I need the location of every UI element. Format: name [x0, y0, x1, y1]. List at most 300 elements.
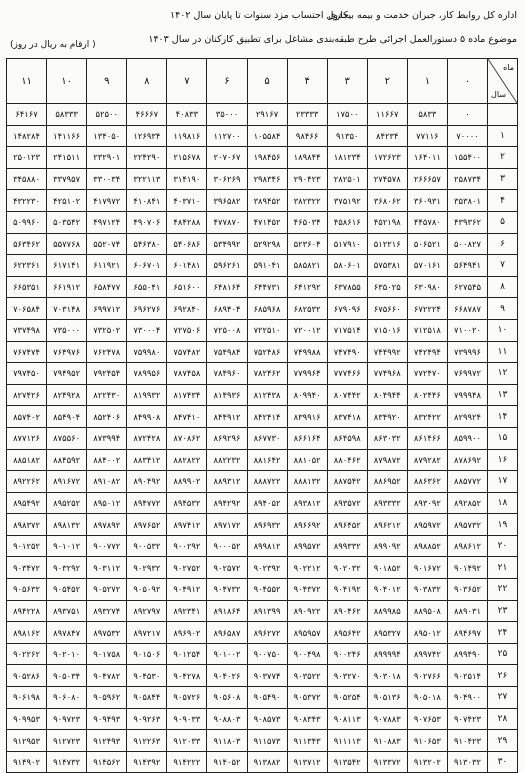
table-cell: ۵۰۰۸۲۷ [447, 233, 487, 255]
table-cell: ۸۵۴۹۰۴ [47, 406, 87, 428]
table-cell: ۸۹۱۳۹۹ [247, 600, 287, 622]
table-cell: ۴۰۳۷۱۰ [167, 190, 207, 212]
table-cell: ۹۱۴۹۰۲ [7, 751, 47, 773]
row-header-year: ۱۶ [488, 449, 518, 471]
table-cell: ۷۴۴۹۹۲ [367, 341, 407, 363]
table-cell: ۵۰۶۵۲۱ [407, 233, 447, 255]
table-cell: ۴۹۰۷۰۶ [127, 211, 167, 233]
table-cell: ۹۱۴۲۲۲ [167, 751, 207, 773]
table-cell: ۴۱۷۹۷۲ [87, 190, 127, 212]
table-cell: ۸۹۳۳۳۲ [367, 492, 407, 514]
table-cell: ۷۶۲۴۷۸ [87, 341, 127, 363]
table-cell: ۸۷۸۶۹۲ [447, 449, 487, 471]
table-cell: ۷۹۷۴۵۰ [7, 363, 47, 385]
row-header-year: ۲۲ [488, 579, 518, 601]
table-cell: ۸۲۹۹۲۴ [447, 406, 487, 428]
table-cell: ۹۰۴۰۱۲ [367, 579, 407, 601]
table-cell: ۲۳۳۳۳ [287, 104, 327, 126]
table-cell: ۵۸۰۶۰۱ [327, 255, 367, 277]
table-cell: ۵۵۲۰۷۴ [87, 233, 127, 255]
table-cell: ۹۰۱۷۵۸ [87, 643, 127, 665]
table-cell: ۴۳۹۳۶۲ [447, 211, 487, 233]
table-cell: ۷۷۴۹۶۸ [367, 363, 407, 385]
row-header-year: ۶ [488, 233, 518, 255]
table-row [7, 687, 518, 709]
table-cell: ۱۵۵۴۰۰ [447, 147, 487, 169]
table-cell: ۹۱۲۷۲۳ [47, 730, 87, 752]
table-cell: ۸۹۷۲۱۷ [127, 622, 167, 644]
table-cell: ۸۴۹۹۰۸ [127, 406, 167, 428]
table-cell: ۹۰۹۰۳۳ [167, 708, 207, 730]
table-cell: ۲۴۱۵۱۱ [47, 147, 87, 169]
row-header-year: ۳۰ [488, 751, 518, 773]
table-cell: ۸۹۳۰۹۲ [407, 492, 447, 514]
table-cell: ۸۵۷۴۰۲ [7, 406, 47, 428]
table-cell: ۸۶۶۱۶۴ [287, 427, 327, 449]
table-header-row [7, 59, 518, 104]
table-cell: ۹۱۳۸۸۲ [247, 751, 287, 773]
row-header-year: ۲۰ [488, 535, 518, 557]
table-row [7, 751, 518, 773]
row-header-year: ۱۱ [488, 341, 518, 363]
table-cell: ۶۴۸۱۶۴ [207, 276, 247, 298]
table-cell: ۸۱۴۹۳۶ [207, 384, 247, 406]
table-cell: ۹۰۳۷۷۴ [247, 665, 287, 687]
table-row [7, 427, 518, 449]
table-cell: ۰ [447, 104, 487, 126]
table-cell: ۸۸۵۷۷۲ [447, 471, 487, 493]
table-cell: ۸۷۳۹۹۴ [87, 427, 127, 449]
corner-month-label: ماه [503, 63, 514, 72]
table-cell: ۹۱۱۵۷۳ [247, 730, 287, 752]
table-cell: ۴۱۰۸۴۱ [127, 190, 167, 212]
table-cell: ۴۵۲۱۹۸ [367, 211, 407, 233]
table-row [7, 276, 518, 298]
table-cell: ۳۸۹۴۵۲ [247, 190, 287, 212]
table-cell: ۸۴۲۳۴ [367, 125, 407, 147]
table-cell: ۱۱۶۶۷ [367, 104, 407, 126]
table-cell: ۵۹۶۲۶۱ [207, 255, 247, 277]
column-header-month-3: ۳ [327, 59, 367, 104]
row-header-year: ۲ [488, 147, 518, 169]
table-cell: ۸۲۷۴۲۶ [7, 384, 47, 406]
table-cell: ۶۱۱۹۲۱ [87, 255, 127, 277]
table-row [7, 168, 518, 190]
table-cell: ۹۰۸۳۴۳ [287, 708, 327, 730]
table-cell: ۴۷۱۴۵۲ [247, 211, 287, 233]
table-cell: ۲۹۸۳۴۶ [247, 168, 287, 190]
table-cell: ۹۱۳۵۴۲ [327, 751, 367, 773]
table-cell: ۴۰۸۳۳ [167, 104, 207, 126]
table-cell: ۸۸۱۶۴۲ [247, 449, 287, 471]
table-cell: ۸۹۸۱۶۲ [7, 622, 47, 644]
table-cell: ۹۰۶۱۹۸ [7, 687, 47, 709]
row-header-year: ۱۷ [488, 471, 518, 493]
row-header-year: ۲۶ [488, 665, 518, 687]
table-row [7, 492, 518, 514]
table-cell: ۸۷۹۸۷۲ [367, 449, 407, 471]
table-row [7, 190, 518, 212]
table-cell: ۹۰۵۴۵۲ [47, 579, 87, 601]
corner-year-label: سال [491, 90, 506, 99]
units-note: ( ارقام به ریال در روز) [10, 40, 96, 50]
table-cell: ۹۱۲۰۳۳ [167, 730, 207, 752]
table-cell: ۸۴۲۴۱۴ [247, 406, 287, 428]
table-cell: ۸۰۷۴۴۲ [327, 384, 367, 406]
table-cell: ۸۷۲۴۲۸ [127, 427, 167, 449]
table-cell: ۸۴۴۹۱۲ [207, 406, 247, 428]
table-cell: ۶۵۱۶۰۰ [167, 276, 207, 298]
table-cell: ۹۰۵۸۴۴ [127, 687, 167, 709]
table-cell: ۹۰۶۰۸۰ [47, 687, 87, 709]
table-cell: ۸۷۷۱۲۶ [7, 427, 47, 449]
row-header-year: ۲۷ [488, 687, 518, 709]
table-cell: ۶۱۷۱۴۱ [47, 255, 87, 277]
table-cell: ۹۰۵۶۰۸ [207, 687, 247, 709]
table-cell: ۵۴۰۶۸۶ [167, 233, 207, 255]
table-cell: ۸۹۷۶۵۲ [127, 514, 167, 536]
table-cell: ۹۰۱۶۷۲ [407, 557, 447, 579]
table-cell: ۸۹۱۶۷۲ [47, 471, 87, 493]
table-cell: ۸۹۶۴۵۲ [327, 514, 367, 536]
table-cell: ۸۹۶۶۹۲ [287, 514, 327, 536]
table-cell: ۷۶۴۹۷۶ [47, 341, 87, 363]
table-cell: ۱۶۴۰۱۱ [407, 147, 447, 169]
table-cell: ۴۶۶۶۷ [127, 104, 167, 126]
table-cell: ۸۷۵۵۶۰ [47, 427, 87, 449]
table-cell: ۹۰۴۹۰۰ [447, 687, 487, 709]
table-cell: ۹۰۴۰۲۶ [207, 665, 247, 687]
table-cell: ۶۷۵۶۶۰ [367, 298, 407, 320]
table-cell: ۸۹۹۹۹۴ [367, 643, 407, 665]
table-cell: ۹۱۱۸۰۳ [207, 730, 247, 752]
row-header-year: ۱۰ [488, 319, 518, 341]
table-row [7, 708, 518, 730]
table-cell: ۸۸۷۵۴۲ [327, 471, 367, 493]
table-cell: ۹۰۴۳۷۲ [287, 579, 327, 601]
table-cell: ۳۸۲۳۲۲ [287, 190, 327, 212]
row-header-year: ۵ [488, 211, 518, 233]
table-cell: ۸۹۵۳۲۷ [367, 622, 407, 644]
table-cell: ۸۳۹۹۱۶ [287, 406, 327, 428]
row-header-year: ۱۴ [488, 406, 518, 428]
table-cell: ۸۹۶۲۱۲ [367, 514, 407, 536]
table-row [7, 125, 518, 147]
row-header-year: ۲۳ [488, 600, 518, 622]
table-cell: ۵۰۳۵۴۲ [47, 211, 87, 233]
table-cell: ۹۰۱۲۵۲ [7, 535, 47, 557]
table-cell: ۸۹۹۴۹۰ [447, 643, 487, 665]
table-cell: ۳۳۰۰۳۴ [87, 168, 127, 190]
table-cell: ۲۱۵۶۷۸ [167, 147, 207, 169]
table-cell: ۸۹۵۴۹۲ [7, 492, 47, 514]
table-row [7, 665, 518, 687]
table-cell: ۸۸۳۴۱۲ [127, 449, 167, 471]
table-cell: ۴۹۷۱۲۴ [87, 211, 127, 233]
row-header-year: ۲۸ [488, 708, 518, 730]
table-cell: ۹۰۵۰۱۸ [407, 687, 447, 709]
table-cell: ۸۰۲۴۴۶ [407, 384, 447, 406]
table-cell: ۹۱۰۸۸۳ [367, 730, 407, 752]
table-cell: ۷۲۵۰۰۸ [207, 319, 247, 341]
table-cell: ۹۰۰۰۵۲ [207, 535, 247, 557]
table-cell: ۹۱۳۵۰ [327, 125, 367, 147]
table-cell: ۹۰۵۰۹۲ [127, 579, 167, 601]
table-cell: ۷۳۰۰۰۴ [127, 319, 167, 341]
table-row [7, 147, 518, 169]
table-cell: ۷۰۶۵۸۴ [7, 298, 47, 320]
table-cell: ۸۹۱۰۸۲ [87, 471, 127, 493]
table-cell: ۹۰۴۲۷۸ [167, 665, 207, 687]
table-cell: ۸۱۹۹۳۲ [127, 384, 167, 406]
table-cell: ۸۹۱۸۶۴ [207, 600, 247, 622]
table-cell: ۸۹۳۲۷۴ [87, 600, 127, 622]
table-cell: ۹۰۰۷۷۲ [87, 535, 127, 557]
table-cell: ۹۰۳۴۷۲ [7, 557, 47, 579]
table-cell: ۷۸۷۴۵۸ [167, 363, 207, 385]
table-cell: ۸۹۲۲۶۲ [7, 471, 47, 493]
table-cell: ۵۴۶۳۸۰ [127, 233, 167, 255]
table-cell: ۹۰۵۲۸۶ [7, 665, 47, 687]
table-cell: ۹۱۴۰۵۲ [207, 751, 247, 773]
table-cell: ۸۹۴۰۵۲ [247, 492, 287, 514]
table-cell: ۹۰۴۵۳۰ [127, 665, 167, 687]
table-cell: ۶۷۲۲۲۴ [407, 298, 447, 320]
table-cell: ۱۲۶۹۳۴ [127, 125, 167, 147]
table-cell: ۷۷۱۱۶ [407, 125, 447, 147]
table-cell: ۵۲۳۶۰۴ [287, 233, 327, 255]
table-cell: ۸۸۸۷۲۲ [247, 471, 287, 493]
table-cell: ۸۹۷۸۹۲ [87, 514, 127, 536]
table-cell: ۹۰۲۲۶۲ [7, 643, 47, 665]
table-cell: ۷۴۹۹۸۸ [287, 341, 327, 363]
table-cell: ۶۴۱۶۷ [7, 104, 47, 126]
table-cell: ۹۰۵۶۳۲ [7, 579, 47, 601]
department-title: اداره کل روابط کار، جبران خدمت و بیمه بیکاری [328, 10, 517, 21]
table-cell: ۷۵۷۴۸۲ [167, 341, 207, 363]
table-cell: ۵۸۳۳ [407, 104, 447, 126]
table-cell: ۹۱۴۷۳۲ [47, 751, 87, 773]
table-cell: ۸۹۵۲۵۲ [47, 492, 87, 514]
table-cell: ۹۰۹۴۹۳ [87, 708, 127, 730]
table-cell: ۶۶۸۷۸۷ [447, 298, 487, 320]
table-row [7, 600, 518, 622]
table-cell: ۸۹۹۳۳۲ [327, 535, 367, 557]
table-cell: ۲۷۴۵۷۸ [367, 168, 407, 190]
table-cell: ۲۹۱۶۷ [247, 104, 287, 126]
table-cell: ۶۹۹۷۱۲ [87, 298, 127, 320]
table-row [7, 449, 518, 471]
row-header-year [488, 104, 518, 126]
table-cell: ۹۰۵۲۵۴ [327, 687, 367, 709]
table-cell: ۵۶۳۴۶۲ [7, 233, 47, 255]
table-cell: ۷۱۵۰۱۶ [367, 319, 407, 341]
table-row [7, 406, 518, 428]
table-cell: ۷۱۲۵۱۸ [407, 319, 447, 341]
table-cell: ۸۹۵۶۴۲ [327, 622, 367, 644]
table-cell: ۱۴۸۲۸۴ [7, 125, 47, 147]
table-cell: ۸۹۶۹۳۲ [247, 514, 287, 536]
table-cell: ۶۶۱۹۱۲ [47, 276, 87, 298]
column-header-month-6: ۶ [207, 59, 247, 104]
table-cell: ۵۲۹۲۹۸ [247, 233, 287, 255]
table-cell: ۸۶۳۰۳۲ [367, 427, 407, 449]
table-cell: ۳۲۲۱۱۳ [127, 168, 167, 190]
table-cell: ۸۹۰۴۶۲ [327, 600, 367, 622]
table-cell: ۹۰۱۰۰۲ [207, 643, 247, 665]
table-cell: ۸۸۶۹۵۲ [367, 471, 407, 493]
table-cell: ۸۸۵۱۸۲ [7, 449, 47, 471]
table-cell: ۷۳۵۰۰۰ [47, 319, 87, 341]
table-cell: ۶۸۵۹۶۸ [247, 298, 287, 320]
table-cell: ۸۹۹۰۹۲ [367, 535, 407, 557]
table-cell: ۹۱۳۷۱۲ [287, 751, 327, 773]
table-cell: ۸۹۸۱۳۲ [47, 514, 87, 536]
table-cell: ۶۸۲۵۳۲ [287, 298, 327, 320]
table-cell: ۳۶۰۹۳۱ [407, 190, 447, 212]
table-cell: ۹۱۰۴۲۳ [447, 730, 487, 752]
table-cell: ۸۹۲۸۵۲ [447, 492, 487, 514]
table-cell: ۷۰۳۱۴۸ [47, 298, 87, 320]
table-cell: ۷۹۹۹۴۸ [447, 384, 487, 406]
table-cell: ۱۳۴۰۵۰ [87, 125, 127, 147]
table-cell: ۷۶۷۴۷۴ [7, 341, 47, 363]
table-cell: ۵۸۳۳۳ [47, 104, 87, 126]
table-row [7, 255, 518, 277]
table-cell: ۸۶۴۵۹۸ [327, 427, 367, 449]
table-cell: ۱۸۱۲۳۴ [327, 147, 367, 169]
table-cell: ۷۷۹۹۶۴ [287, 363, 327, 385]
table-cell: ۱۷۵۰۰ [327, 104, 367, 126]
table-cell: ۶۷۹۰۹۶ [327, 298, 367, 320]
table-cell: ۸۸۹۵۰۸ [407, 600, 447, 622]
table-cell: ۸۹۷۱۷۲ [207, 514, 247, 536]
table-cell: ۹۰۷۴۲۳ [447, 708, 487, 730]
table-cell: ۴۶۵۰۳۴ [287, 211, 327, 233]
table-row [7, 298, 518, 320]
table-cell: ۷۳۷۴۹۸ [7, 319, 47, 341]
table-cell: ۸۸۸۱۳۲ [287, 471, 327, 493]
table-cell: ۸۸۱۰۵۲ [287, 449, 327, 471]
table-cell: ۴۳۲۲۳۰ [7, 190, 47, 212]
table-cell: ۴۴۵۷۸۰ [407, 211, 447, 233]
table-cell: ۹۰۰۲۹۲ [167, 535, 207, 557]
table-cell: ۹۱۳۰۳۲ [447, 751, 487, 773]
table-cell: ۷۲۷۵۰۶ [167, 319, 207, 341]
table-cell: ۹۰۰۴۹۸ [287, 643, 327, 665]
table-cell: ۷۰۰۰۰ [447, 125, 487, 147]
table-cell: ۱۰۵۵۸۴ [247, 125, 287, 147]
table-cell: ۹۰۵۷۲۶ [167, 687, 207, 709]
subject-line: موضوع ماده ۵ دستورالعمل اجرائی طرح طبقه‌بندی مشاغل برای تطبیق کارکنان در سال ۱۴۰۳ [148, 34, 517, 45]
table-cell: ۹۱۰۶۵۳ [407, 730, 447, 752]
table-cell: ۹۱۱۳۴۳ [287, 730, 327, 752]
table-cell: ۸۹۴۶۹۷ [447, 622, 487, 644]
table-cell: ۹۰۵۰۳۴ [47, 665, 87, 687]
table-cell: ۴۵۸۶۱۶ [327, 211, 367, 233]
table-cell: ۷۹۴۹۵۲ [47, 363, 87, 385]
table-cell: ۶۳۰۹۸۰ [407, 276, 447, 298]
table-cell: ۸۸۴۵۹۲ [47, 449, 87, 471]
table-cell: ۲۸۲۵۰۱ [327, 168, 367, 190]
table-cell: ۸۲۴۹۲۸ [47, 384, 87, 406]
table-cell: ۷۹۲۴۵۴ [87, 363, 127, 385]
table-cell: ۹۰۱۰۱۲ [47, 535, 87, 557]
table-cell: ۹۰۴۹۱۲ [167, 579, 207, 601]
table-cell: ۷۸۹۹۵۶ [127, 363, 167, 385]
table-cell: ۹۰۳۶۵۲ [447, 579, 487, 601]
table-row [7, 557, 518, 579]
table-cell: ۳۹۶۵۸۲ [207, 190, 247, 212]
table-cell: ۷۲۰۰۱۲ [287, 319, 327, 341]
table-cell: ۸۶۹۲۹۶ [207, 427, 247, 449]
row-header-year: ۱۳ [488, 384, 518, 406]
table-cell: ۱۹۸۴۵۶ [247, 147, 287, 169]
table-cell: ۱۷۲۶۲۳ [367, 147, 407, 169]
table-cell: ۹۱۱۱۱۳ [327, 730, 367, 752]
table-cell: ۹۰۴۵۵۲ [247, 579, 287, 601]
table-cell: ۶۰۶۷۰۱ [127, 255, 167, 277]
table-cell: ۴۸۴۲۸۸ [167, 211, 207, 233]
table-cell: ۹۰۳۵۲۲ [287, 665, 327, 687]
table-cell: ۹۰۲۷۶۶ [407, 665, 447, 687]
table-cell: ۸۹۵۰۱۲ [407, 622, 447, 644]
table-cell: ۹۰۹۲۶۳ [127, 708, 167, 730]
column-header-month-2: ۲ [367, 59, 407, 104]
table-cell: ۸۹۳۷۵۱ [47, 600, 87, 622]
table-cell: ۹۰۵۲۷۲ [87, 579, 127, 601]
table-cell: ۲۲۴۲۹۰ [127, 147, 167, 169]
table-cell: ۹۰۷۸۸۳ [367, 708, 407, 730]
table-cell: ۸۹۵۹۵۷ [287, 622, 327, 644]
table-cell: ۱۸۹۸۴۴ [287, 147, 327, 169]
table-cell: ۷۵۲۴۸۶ [247, 341, 287, 363]
table-cell: ۹۰۱۴۹۲ [447, 557, 487, 579]
table-cell: ۲۰۷۰۶۷ [207, 147, 247, 169]
table-cell: ۸۷۹۲۸۲ [407, 449, 447, 471]
row-header-year: ۱۸ [488, 492, 518, 514]
table-cell: ۷۷۷۴۶۶ [327, 363, 367, 385]
table-cell: ۹۰۲۷۵۲ [167, 557, 207, 579]
table-cell: ۹۱۲۲۶۳ [127, 730, 167, 752]
table-cell: ۹۰۲۲۱۲ [287, 557, 327, 579]
table-cell: ۹۰۸۱۱۳ [327, 708, 367, 730]
table-cell: ۲۵۰۱۲۳ [7, 147, 47, 169]
table-cell: ۲۶۶۶۵۷ [407, 168, 447, 190]
table-row [7, 233, 518, 255]
table-cell: ۹۰۰۲۴۶ [327, 643, 367, 665]
table-cell: ۱۴۱۱۶۶ [47, 125, 87, 147]
table-cell: ۵۹۱۰۴۱ [247, 255, 287, 277]
table-cell: ۶۵۵۰۴۱ [127, 276, 167, 298]
table-cell: ۹۰۴۷۸۲ [87, 665, 127, 687]
table-cell: ۳۳۷۹۵۷ [47, 168, 87, 190]
table-cell: ۷۸۲۴۶۲ [247, 363, 287, 385]
table-cell: ۵۷۵۳۸۱ [367, 255, 407, 277]
table-cell: ۳۱۴۱۹۰ [167, 168, 207, 190]
table-row [7, 384, 518, 406]
table-cell: ۹۰۱۲۵۴ [167, 643, 207, 665]
table-cell: ۸۸۴۰۰۲ [87, 449, 127, 471]
table-cell: ۸۴۷۴۱۰ [167, 406, 207, 428]
table-cell: ۹۰۲۳۹۲ [247, 557, 287, 579]
row-header-year: ۱ [488, 125, 518, 147]
table-cell: ۹۰۵۴۹۰ [247, 687, 287, 709]
table-cell: ۹۰۷۶۵۳ [407, 708, 447, 730]
table-cell: ۷۵۴۹۸۴ [207, 341, 247, 363]
table-cell: ۶۵۸۴۷۷ [87, 276, 127, 298]
table-cell: ۹۱۴۳۹۲ [127, 751, 167, 773]
